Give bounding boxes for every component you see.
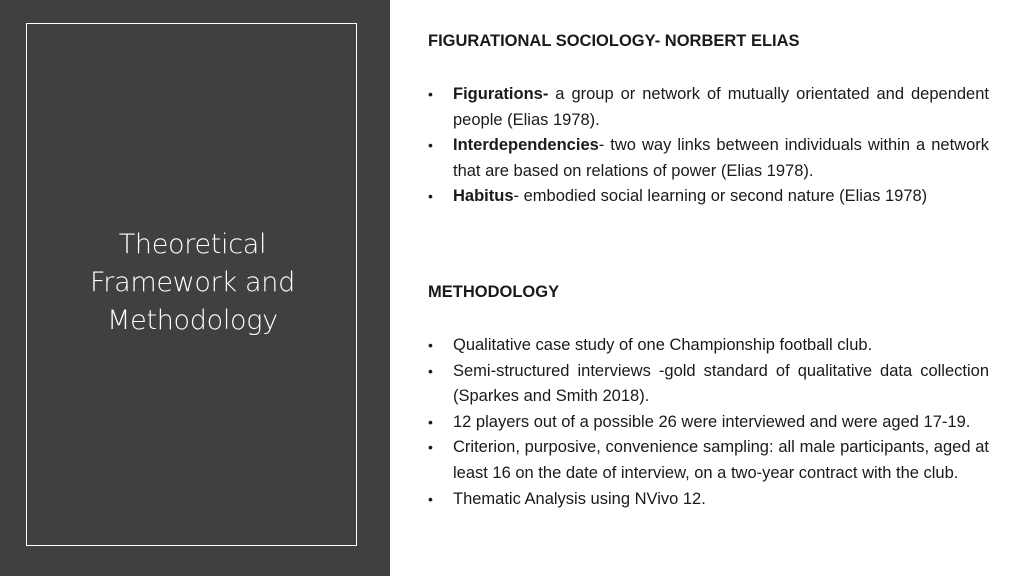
list-item [428, 184, 989, 210]
slide-title [30, 226, 355, 340]
bullet-icon: • [428, 86, 433, 102]
bullet-icon: • [428, 490, 433, 507]
concept-term: Habitus [453, 187, 514, 206]
list-item [428, 435, 989, 486]
section-heading-figurational: FIGURATIONAL SOCIOLOGY- NORBERT ELIAS [428, 32, 800, 50]
bullet-icon: • [428, 413, 433, 430]
title-panel [0, 0, 390, 576]
methodology-point: Semi-structured interviews -gold standard of qualitative data collection (Sparkes and Smith 2018). [453, 361, 989, 406]
concept-definition: a group or network of mutually orientated and dependent people (Elias 1978). [453, 85, 989, 129]
concept-term: Interdependencies [453, 136, 599, 155]
bullet-icon: • [428, 188, 433, 205]
list-item [428, 333, 989, 359]
concept-definition: - embodied social learning or second nature (Elias 1978) [513, 187, 928, 206]
list-item [428, 82, 989, 133]
methodology-point: Qualitative case study of one Championship football club. [453, 336, 873, 354]
methodology-point: 12 players out of a possible 26 were interviewed and were aged 17-19. [453, 412, 971, 431]
bullet-icon: • [428, 362, 433, 379]
methodology-point: Thematic Analysis using NVivo 12. [453, 489, 706, 508]
section-heading-methodology: METHODOLOGY [428, 283, 560, 301]
methodology-list [428, 333, 989, 512]
concept-term: Figurations- [453, 85, 549, 103]
list-item [428, 133, 989, 184]
slide-title-line: Methodology [107, 305, 278, 336]
concept-definition: - two way links between individuals within a network that are based on relations of power (Elias 1978). [453, 136, 989, 180]
list-item [428, 487, 989, 513]
methodology-point: Criterion, purposive, convenience sampling: all male participants, aged at least 16 on the date of interview, on a two-year contract with the club. [453, 438, 989, 482]
slide-title-line: Theoretical [118, 229, 267, 260]
slide-title-line: Framework and [90, 267, 295, 298]
list-item [428, 359, 989, 410]
figurational-concepts-list [428, 82, 989, 210]
bullet-icon: • [428, 137, 433, 154]
list-item [428, 410, 989, 436]
bullet-icon: • [428, 337, 433, 353]
bullet-icon: • [428, 439, 433, 456]
